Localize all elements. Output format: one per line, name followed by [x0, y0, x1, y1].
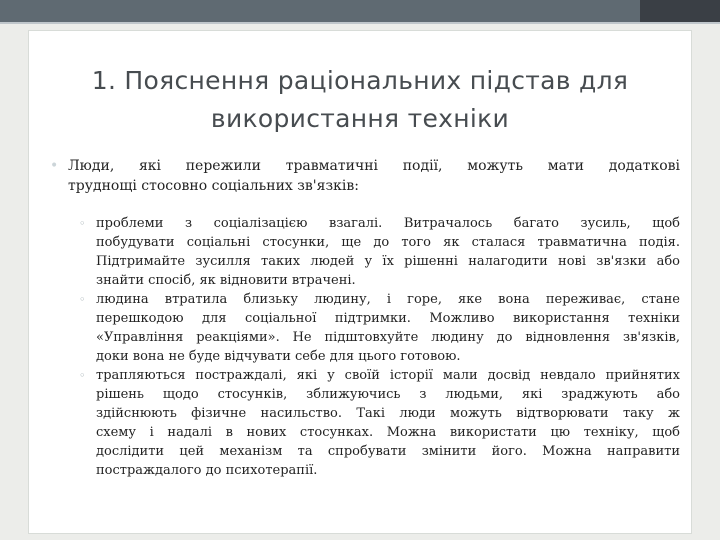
sub-bullet-text-line: перешкодою для соціальної підтримки. Можливо використання техніки	[96, 311, 680, 326]
sub-bullet-text-line: трапляються постраждалі, які у своїй історії мали досвід невдало прийнятих	[96, 368, 680, 383]
sub-bullet-text-line: Підтримайте зусилля таких людей у їх рішенні налагодити нові зв'язки або	[96, 254, 680, 269]
bullet-item	[30, 156, 680, 196]
bullet-text-line: Люди, які пережили травматичні події, можуть мати додаткові	[68, 158, 680, 174]
slide-title-line: 1. Пояснення раціональних підстав для	[91, 66, 629, 95]
sub-bullet-item	[30, 214, 680, 290]
sub-bullet-text-line: людина втратила близьку людину, і горе, яке вона переживає, стане	[96, 292, 680, 307]
slide-title-line: використання техніки	[210, 104, 510, 133]
bullet-dot-icon: •	[50, 158, 59, 174]
sub-bullet-item	[30, 366, 680, 480]
sub-bullet-text-line: «Управління реакціями». Не підштовхуйте людину до відновлення зв'язків,	[96, 330, 680, 345]
sub-bullet-text-line: проблеми з соціалізацією взагалі. Витрачалось багато зусиль, щоб	[96, 216, 680, 231]
top-bar-stripe	[0, 22, 720, 24]
circle-bullet-icon: ◦	[79, 217, 86, 230]
circle-bullet-icon: ◦	[79, 369, 86, 382]
top-bar-accent	[640, 0, 720, 22]
bullet-text-line: труднощі стосовно соціальних зв'язків:	[68, 178, 359, 194]
sub-bullet-text-line: постраждалого до психотерапії.	[96, 463, 318, 478]
sub-bullet-text-line: рішень щодо стосунків, зближуючись з людьми, які зраджують або	[96, 387, 680, 402]
sub-bullet-item	[30, 290, 680, 366]
slide-title	[40, 62, 680, 138]
sub-bullet-text-line: схему і надалі в нових стосунках. Можна використати цю техніку, щоб	[96, 425, 680, 440]
circle-bullet-icon: ◦	[79, 293, 86, 306]
sub-bullet-text-line: доки вона не буде відчувати себе для цього готовою.	[96, 349, 461, 364]
sub-bullet-text-line: побудувати соціальні стосунки, ще до того як сталася травматична подія.	[96, 235, 680, 250]
slide-body	[30, 156, 680, 480]
sub-bullet-text-line: дослідити цей механізм та спробувати змінити його. Можна направити	[96, 444, 680, 459]
sub-bullet-text-line: здійснюють фізичне насильство. Такі люди можуть відтворювати таку ж	[96, 406, 680, 421]
sub-bullet-list	[30, 214, 680, 480]
sub-bullet-text-line: знайти спосіб, як відновити втрачені.	[96, 273, 356, 288]
top-bar	[0, 0, 720, 22]
